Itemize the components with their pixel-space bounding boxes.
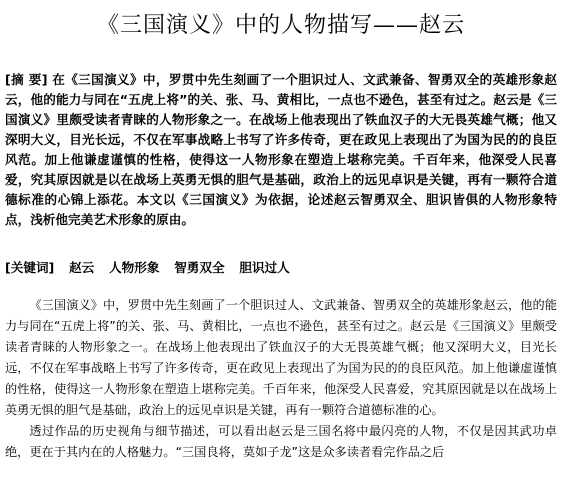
body-text (5, 295, 557, 463)
keyword: 赵云 (69, 260, 95, 275)
body-paragraph: 透过作品的历史视角与细节描述，可以看出赵云是三国名将中最闪亮的人物，不仅是因其武功卓绝，更在于其内在的人格魅力。“三国良将，莫如子龙”这是众多读者看完作品之后 (5, 424, 557, 459)
keyword: 智勇双全 (174, 260, 225, 275)
keywords-line (5, 258, 557, 278)
abstract-label: [摘 要] (5, 72, 48, 87)
article-title: 《三国演义》中的人物描写——赵云 (96, 13, 465, 38)
keyword: 胆识过人 (239, 260, 290, 275)
abstract (5, 70, 557, 230)
keyword: 人物形象 (109, 260, 160, 275)
abstract-text: 在《三国演义》中，罗贯中先生刻画了一个胆识过人、文武兼备、智勇双全的英雄形象赵云，他的能力与同在“五虎上将”的关、张、马、黄相比，一点也不逊色，甚至有过之。赵云是《三国演义》里颇受读者青睐的人物形象之一。在战场上他表现出了铁血汉子的大无畏英雄气概；他又深明大义，目光长远，不仅在军事战略上书写了许多传奇，更在政见上表现出了为国为民的的良臣风范。加上他谦虚谨慎的性格，使得这一人物形象在塑造上堪称完美。千百年来，他深受人民喜爱，究其原因就是以在战场上英勇无惧的胆气是基础，政治上的远见卓识是关键，再有一颗符合道德标准的心锦上添花。本文以《三国演义》为依据，论述赵云智勇双全、胆识皆俱的人物形象特点，浅析他完美艺术形象的原由。 (5, 72, 557, 227)
body-paragraph: 《三国演义》中，罗贯中先生刻画了一个胆识过人、文武兼备、智勇双全的英雄形象赵云，他的能力与同在“五虎上将”的关、张、马、黄相比，一点也不逊色，甚至有过之。赵云是《三国演义》里颇受读者青睐的人物形象之一。在战场上他表现出了铁血汉子的大无畏英雄气概；他又深明大义，目光长远，不仅在军事战略上书写了许多传奇，更在政见上表现出了为国为民的的良臣风范。加上他谦虚谨慎的性格，使得这一人物形象在塑造上堪称完美。千百年来，他深受人民喜爱，究其原因就是以在战场上英勇无惧的胆气是基础，政治上的远见卓识是关键，再有一颗符合道德标准的心。 (5, 298, 557, 417)
keywords-label: [关键词] (5, 260, 55, 275)
